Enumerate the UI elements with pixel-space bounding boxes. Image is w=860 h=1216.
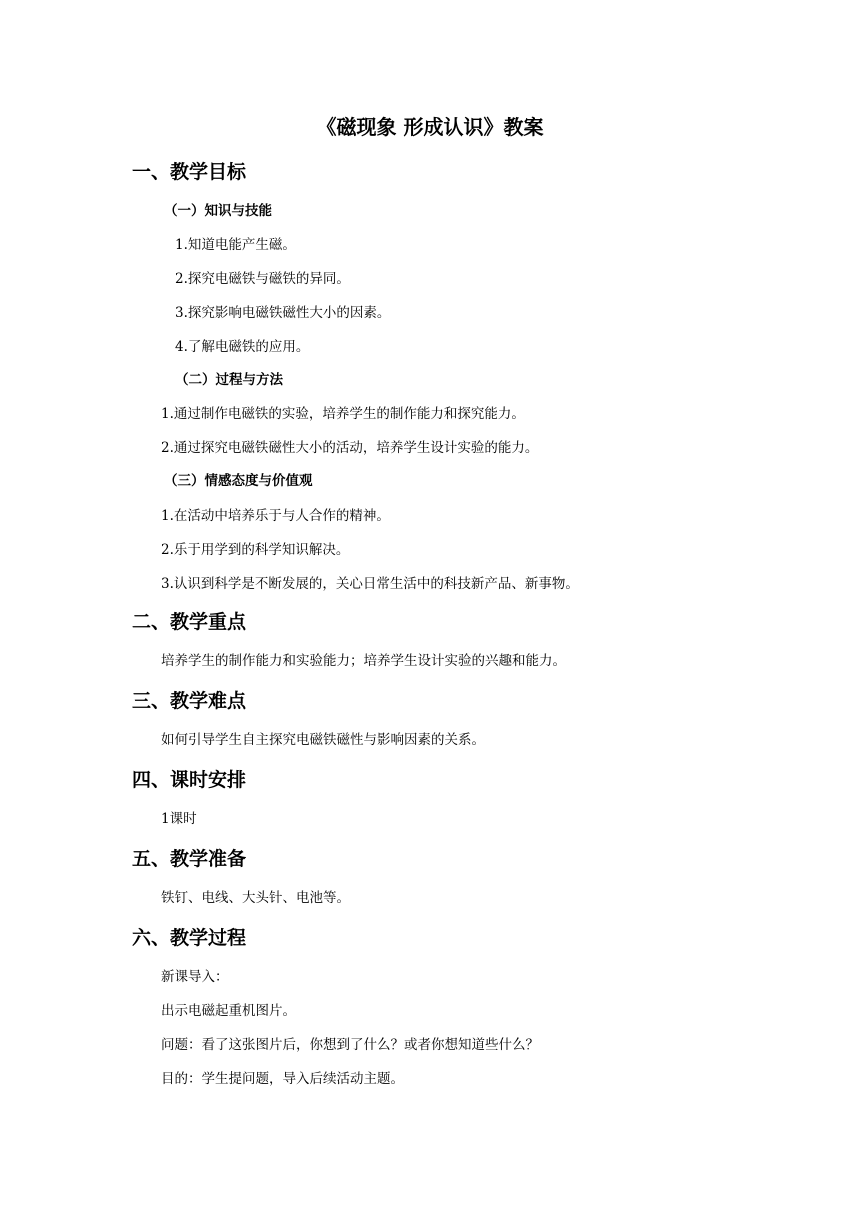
list-item: 1.通过制作电磁铁的实验，培养学生的制作能力和探究能力。 [161, 406, 525, 422]
process-line: 问题：看了这张图片后，你想到了什么？或者你想知道些什么？ [161, 1037, 539, 1053]
section-heading-difficulties: 三、教学难点 [132, 690, 247, 712]
section-heading-teaching-goals: 一、教学目标 [132, 161, 247, 183]
subheading-knowledge-skills: （一）知识与技能 [164, 203, 272, 219]
section-paragraph: 1课时 [161, 811, 197, 827]
list-item: 1.知道电能产生磁。 [175, 237, 296, 253]
section-paragraph: 培养学生的制作能力和实验能力；培养学生设计实验的兴趣和能力。 [161, 653, 566, 669]
process-line: 目的：学生提问题，导入后续活动主题。 [161, 1071, 404, 1087]
list-item: 2.乐于用学到的科学知识解决。 [161, 542, 350, 558]
section-paragraph: 如何引导学生自主探究电磁铁磁性与影响因素的关系。 [161, 732, 485, 748]
list-item: 2.探究电磁铁与磁铁的异同。 [175, 271, 350, 287]
list-item: 1.在活动中培养乐于与人合作的精神。 [161, 508, 390, 524]
section-heading-key-points: 二、教学重点 [132, 611, 247, 633]
list-item: 4.了解电磁铁的应用。 [175, 339, 310, 355]
subheading-process-methods: （二）过程与方法 [175, 372, 283, 388]
section-heading-preparation: 五、教学准备 [132, 848, 247, 870]
section-heading-schedule: 四、课时安排 [132, 769, 247, 791]
section-paragraph: 铁钉、电线、大头针、电池等。 [161, 890, 350, 906]
list-item: 3.认识到科学是不断发展的，关心日常生活中的科技新产品、新事物。 [161, 576, 579, 592]
section-heading-process: 六、教学过程 [132, 927, 247, 949]
subheading-emotion-values: （三）情感态度与价值观 [164, 473, 313, 489]
process-line: 出示电磁起重机图片。 [161, 1003, 296, 1019]
document-title: 《磁现象 形成认识》教案 [316, 115, 544, 139]
list-item: 2.通过探究电磁铁磁性大小的活动，培养学生设计实验的能力。 [161, 440, 539, 456]
process-line: 新课导入： [161, 969, 229, 985]
list-item: 3.探究影响电磁铁磁性大小的因素。 [175, 305, 391, 321]
